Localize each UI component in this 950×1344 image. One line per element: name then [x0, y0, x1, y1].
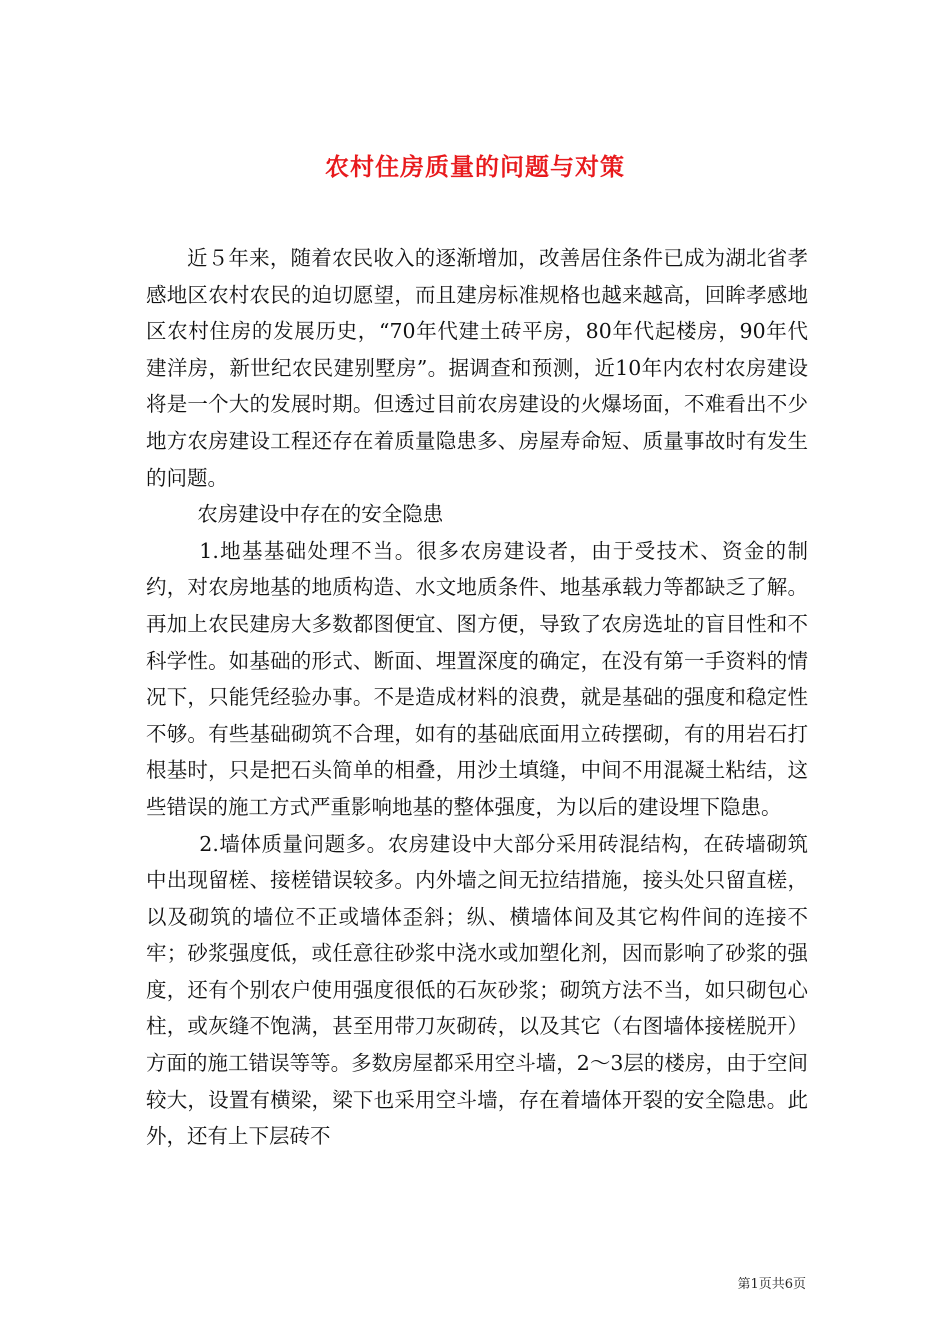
- intro-paragraph: 近５年来，随着农民收入的逐渐增加，改善居住条件已成为湖北省孝感地区农村农民的迫切愿望，而且建房标准规格也越来越高，回眸孝感地区农村住房的发展历史，“70年代建土砖平房，80年代起楼房，90年代建洋房，新世纪农民建别墅房”。据调查和预测，近10年内农村农房建设将是一个大的发展时期。但透过目前农房建设的火爆场面，不难看出不少地方农房建设工程还存在着质量隐患多、房屋寿命短、质量事故时有发生的问题。: [146, 246, 808, 490]
- document-body: [146, 240, 808, 1155]
- page-number: 第1页共6页: [737, 1277, 806, 1292]
- item-1-paragraph: 1.地基基础处理不当。很多农房建设者，由于受技术、资金的制约，对农房地基的地质构造、水文地质条件、地基承载力等都缺乏了解。再加上农民建房大多数都图便宜、图方便，导致了农房选址的盲目性和不科学性。如基础的形式、断面、埋置深度的确定，在没有第一手资料的情况下，只能凭经验办事。不是造成材料的浪费，就是基础的强度和稳定性不够。有些基础砌筑不合理，如有的基础底面用立砖摆砌，有的用岩石打根基时，只是把石头简单的相叠，用沙土填缝，中间不用混凝土粘结，这些错误的施工方式严重影响地基的整体强度，为以后的建设埋下隐患。: [146, 538, 808, 819]
- section-heading: 农房建设中存在的安全隐患: [197, 502, 444, 527]
- item-2-paragraph: 2.墙体质量问题多。农房建设中大部分采用砖混结构，在砖墙砌筑中出现留槎、接槎错误较多。内外墙之间无拉结措施，接头处只留直槎，以及砌筑的墙位不正或墙体歪斜；纵、横墙体间及其它构件间的连接不牢；砂浆强度低，或任意往砂浆中浇水或加塑化剂，因而影响了砂浆的强度，还有个别农户使用强度很低的石灰砂浆；砌筑方法不当，如只砌包心柱，或灰缝不饱满，甚至用带刀灰砌砖，以及其它（右图墙体接槎脱开）方面的施工错误等等。多数房屋都采用空斗墙，2～3层的楼房，由于空间较大，设置有横梁，梁下也采用空斗墙，存在着墙体开裂的安全隐患。此外，还有上下层砖不: [146, 831, 808, 1149]
- document-title: 农村住房质量的问题与对策: [325, 152, 625, 182]
